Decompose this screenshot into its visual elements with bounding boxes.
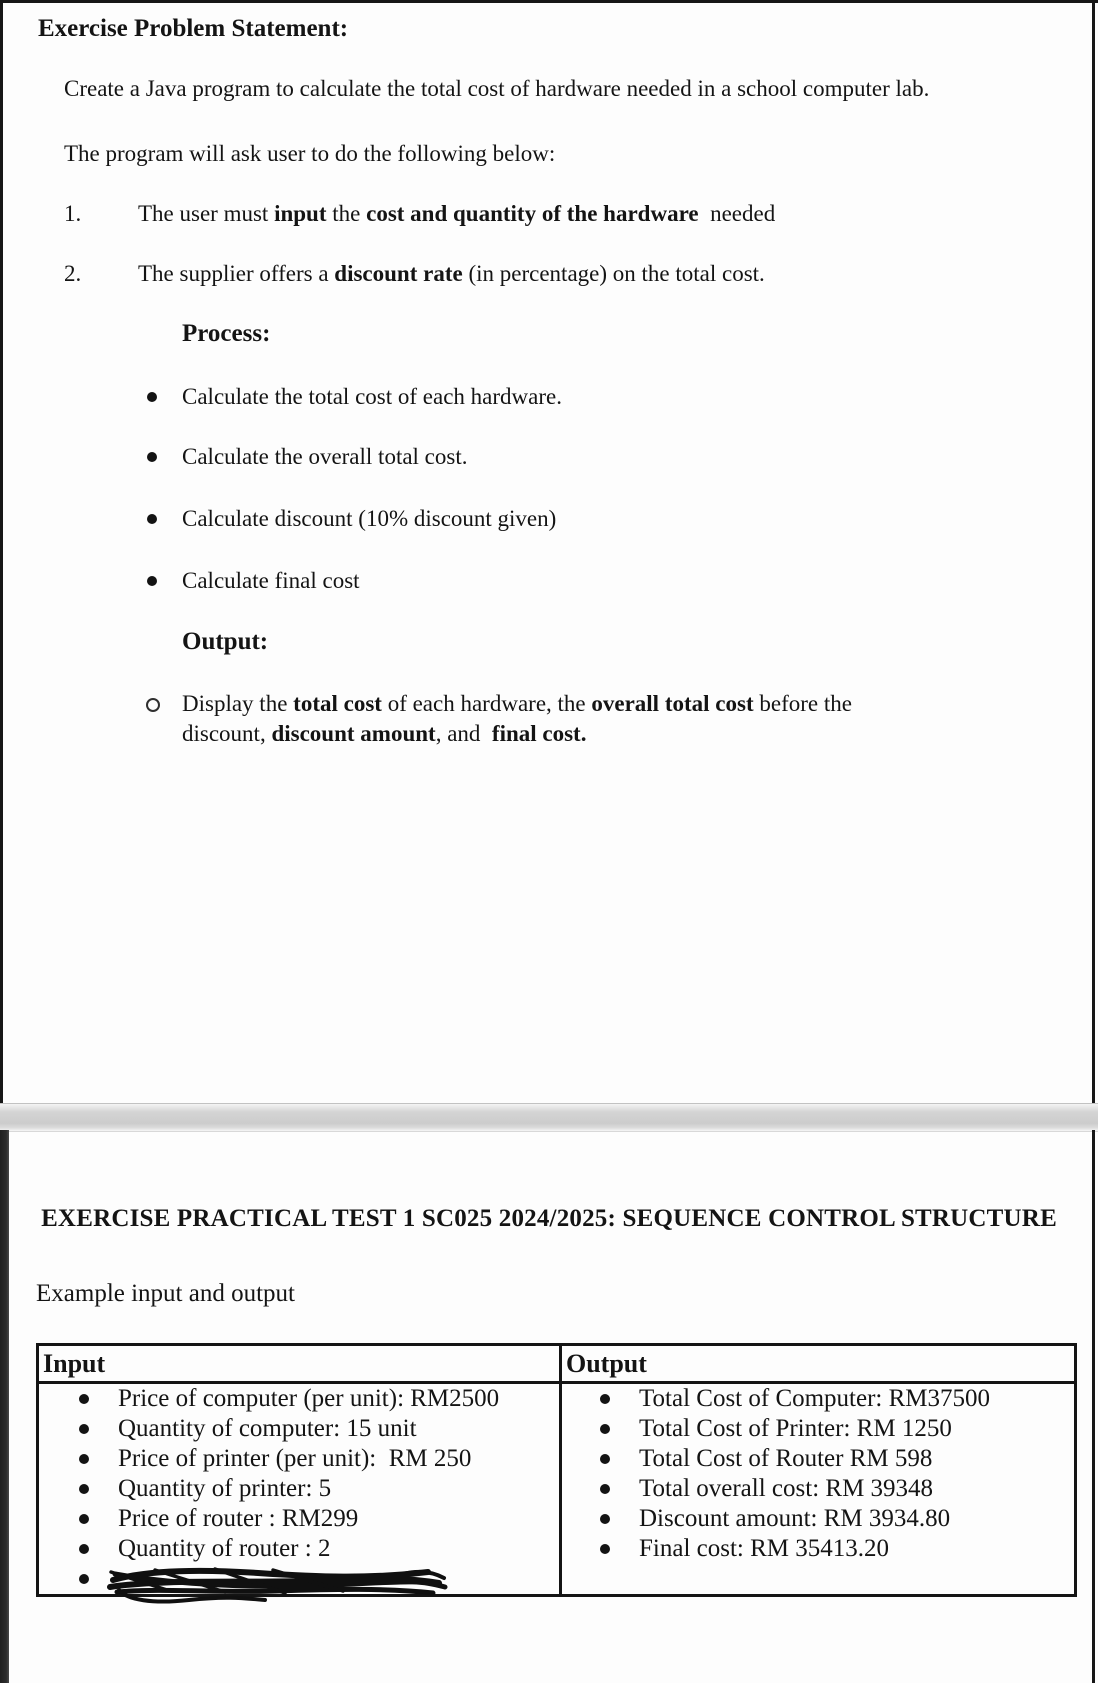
table-header-input: Input (39, 1346, 559, 1384)
bullet-icon (79, 1424, 89, 1434)
hollow-circle-bullet-icon (146, 698, 160, 712)
numbered-item-text: The user must input the cost and quantity of the hardware needed (138, 201, 776, 226)
page-2 (0, 1130, 1098, 1683)
list-item-text: Calculate the total cost of each hardware. (182, 384, 562, 409)
bullet-icon (600, 1514, 610, 1524)
page-separator-band (0, 1103, 1098, 1132)
input-item: Quantity of computer: 15 unit (118, 1415, 417, 1442)
list-item (0, 566, 1098, 596)
output-label: Output: (182, 628, 269, 655)
output-cell (559, 1384, 1074, 1594)
output-item: Total overall cost: RM 39348 (639, 1475, 934, 1502)
input-item: Price of printer (per unit): RM 250 (118, 1445, 472, 1472)
example-label: Example input and output (36, 1280, 295, 1307)
bullet-icon (79, 1574, 89, 1584)
bullet-icon (600, 1424, 610, 1434)
output-item: Total Cost of Computer: RM37500 (639, 1385, 991, 1412)
list-item (0, 442, 1098, 472)
table-row (562, 1444, 1074, 1474)
table-row (562, 1504, 1074, 1534)
input-cell (39, 1384, 559, 1594)
item-number: 2. (64, 261, 82, 286)
output-item: Final cost: RM 35413.20 (639, 1535, 890, 1562)
list-item (0, 382, 1098, 412)
table-header-output: Output (559, 1346, 1074, 1384)
pen-scribble-icon (103, 1560, 453, 1614)
output-list-item (0, 689, 1098, 753)
table-row-scribbled (39, 1564, 559, 1594)
bullet-icon (600, 1484, 610, 1494)
list-item-text: Calculate final cost (182, 568, 360, 593)
bullet-icon (147, 576, 157, 586)
output-item: Discount amount: RM 3934.80 (639, 1505, 951, 1532)
bullet-icon (600, 1544, 610, 1554)
table-row (39, 1414, 559, 1444)
input-item: Quantity of router : 2 (118, 1535, 331, 1562)
numbered-item-text: The supplier offers a discount rate (in percentage) on the total cost. (138, 261, 765, 286)
input-item: Quantity of printer: 5 (118, 1475, 332, 1502)
page2-title: EXERCISE PRACTICAL TEST 1 SC025 2024/2025: SEQUENCE CONTROL STRUCTURE (41, 1205, 1057, 1232)
process-label: Process: (182, 320, 271, 347)
table-row (39, 1474, 559, 1504)
table-row (562, 1474, 1074, 1504)
intro-paragraph-2: The program will ask user to do the following below: (64, 141, 556, 166)
output-item-line2: discount, discount amount, and final cost. (182, 721, 587, 746)
bullet-icon (79, 1484, 89, 1494)
bullet-icon (147, 514, 157, 524)
bullet-icon (600, 1394, 610, 1404)
intro-paragraph: Create a Java program to calculate the total cost of hardware needed in a school computer lab. (64, 76, 930, 101)
table-row (39, 1384, 559, 1414)
numbered-item (0, 259, 1098, 289)
table-row (39, 1444, 559, 1474)
output-item-line1: Display the total cost of each hardware, the overall total cost before the (182, 691, 852, 716)
bullet-icon (79, 1454, 89, 1464)
input-item: Price of router : RM299 (118, 1505, 359, 1532)
bullet-icon (600, 1454, 610, 1464)
bullet-icon (147, 452, 157, 462)
output-item: Total Cost of Printer: RM 1250 (639, 1415, 952, 1442)
table-row (562, 1534, 1074, 1564)
table-row (562, 1414, 1074, 1444)
input-item: Price of computer (per unit): RM2500 (118, 1385, 500, 1412)
list-item-text: Calculate discount (10% discount given) (182, 506, 557, 531)
table-row (562, 1384, 1074, 1414)
bullet-icon (147, 392, 157, 402)
bullet-icon (79, 1544, 89, 1554)
output-item: Total Cost of Router RM 598 (639, 1445, 933, 1472)
item-number: 1. (64, 201, 82, 226)
page-title: Exercise Problem Statement: (38, 15, 349, 42)
list-item-text: Calculate the overall total cost. (182, 444, 468, 469)
table-row (39, 1504, 559, 1534)
numbered-item (0, 199, 1098, 229)
bullet-icon (79, 1514, 89, 1524)
list-item (0, 504, 1098, 534)
bullet-icon (79, 1394, 89, 1404)
example-table (36, 1343, 1077, 1597)
